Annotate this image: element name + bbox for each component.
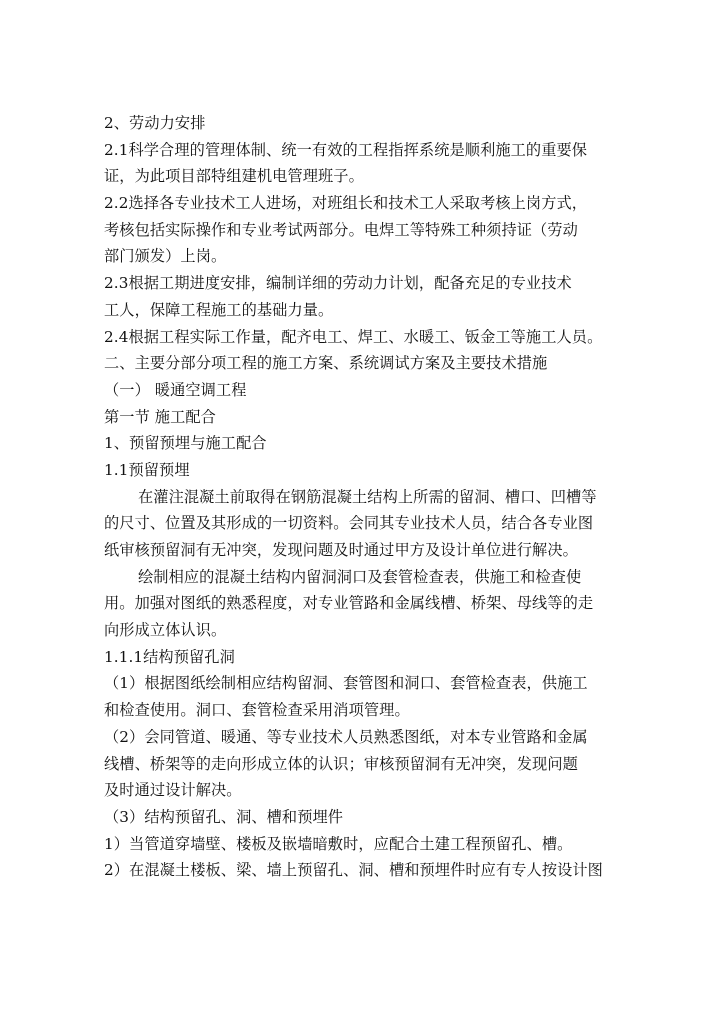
text-line: 向形成立体认识。 bbox=[104, 621, 227, 640]
text-line: 2）在混凝土楼板、梁、墙上预留孔、洞、槽和预埋件时应有专人按设计图 bbox=[104, 861, 603, 880]
text-line: （1）根据图纸绘制相应结构留洞、套管图和洞口、套管检查表，供施工 bbox=[104, 674, 588, 693]
text-line: 1）当管道穿墙壁、楼板及嵌墙暗敷时，应配合土建工程预留孔、槽。 bbox=[104, 834, 573, 853]
section-heading: 2、劳动力安排 bbox=[104, 114, 206, 132]
section-heading: 第一节 施工配合 bbox=[104, 407, 216, 426]
text-line: 证，为此项目部特组建机电管理班子。 bbox=[104, 167, 364, 186]
section-heading: 1、预留预埋与施工配合 bbox=[104, 434, 267, 453]
text-line: 线槽、桥架等的走向形成立体的认识；审核预留洞有无冲突，发现问题 bbox=[104, 754, 578, 773]
text-line: （3）结构预留孔、洞、槽和预埋件 bbox=[104, 807, 344, 826]
section-heading: （一） 暖通空调工程 bbox=[104, 380, 247, 399]
text-line: 2.1科学合理的管理体制、统一有效的工程指挥系统是顺利施工的重要保 bbox=[104, 140, 588, 159]
text-line: 部门颁发）上岗。 bbox=[104, 247, 227, 266]
text-line: 考核包括实际操作和专业考试两部分。电焊工等特殊工种须持证（劳动 bbox=[104, 220, 578, 239]
text-line: （2）会同管道、暖通、等专业技术人员熟悉图纸，对本专业管路和金属 bbox=[104, 727, 588, 746]
document-body bbox=[104, 110, 644, 884]
text-line: 在灌注混凝土前取得在钢筋混凝土结构上所需的留洞、槽口、凹槽等 bbox=[138, 487, 597, 506]
text-line: 用。加强对图纸的熟悉程度，对专业管路和金属线槽、桥架、母线等的走 bbox=[104, 594, 594, 613]
section-heading: 1.1.1结构预留孔洞 bbox=[104, 647, 235, 666]
text-line: 2.3根据工期进度安排，编制详细的劳动力计划，配备充足的专业技术 bbox=[104, 274, 572, 293]
text-line: 2.2选择各专业技术工人进场，对班组长和技术工人采取考核上岗方式， bbox=[104, 194, 588, 213]
text-line: 2.4根据工程实际工作量，配齐电工、焊工、水暖工、钣金工等施工人员。 bbox=[104, 327, 603, 346]
text-line: 工人，保障工程施工的基础力量。 bbox=[104, 300, 334, 319]
text-line: 和检查使用。洞口、套管检查采用消项管理。 bbox=[104, 701, 410, 720]
section-heading: 二、主要分部分项工程的施工方案、系统调试方案及主要技术措施 bbox=[104, 354, 548, 373]
section-heading: 1.1预留预埋 bbox=[104, 460, 190, 479]
text-line: 及时通过设计解决。 bbox=[104, 781, 242, 800]
text-line: 绘制相应的混凝土结构内留洞洞口及套管检查表，供施工和检查使 bbox=[138, 567, 582, 586]
text-line: 纸审核预留洞有无冲突，发现问题及时通过甲方及设计单位进行解决。 bbox=[104, 541, 578, 559]
text-line: 的尺寸、位置及其形成的一切资料。会同其专业技术人员，结合各专业图 bbox=[104, 514, 594, 533]
